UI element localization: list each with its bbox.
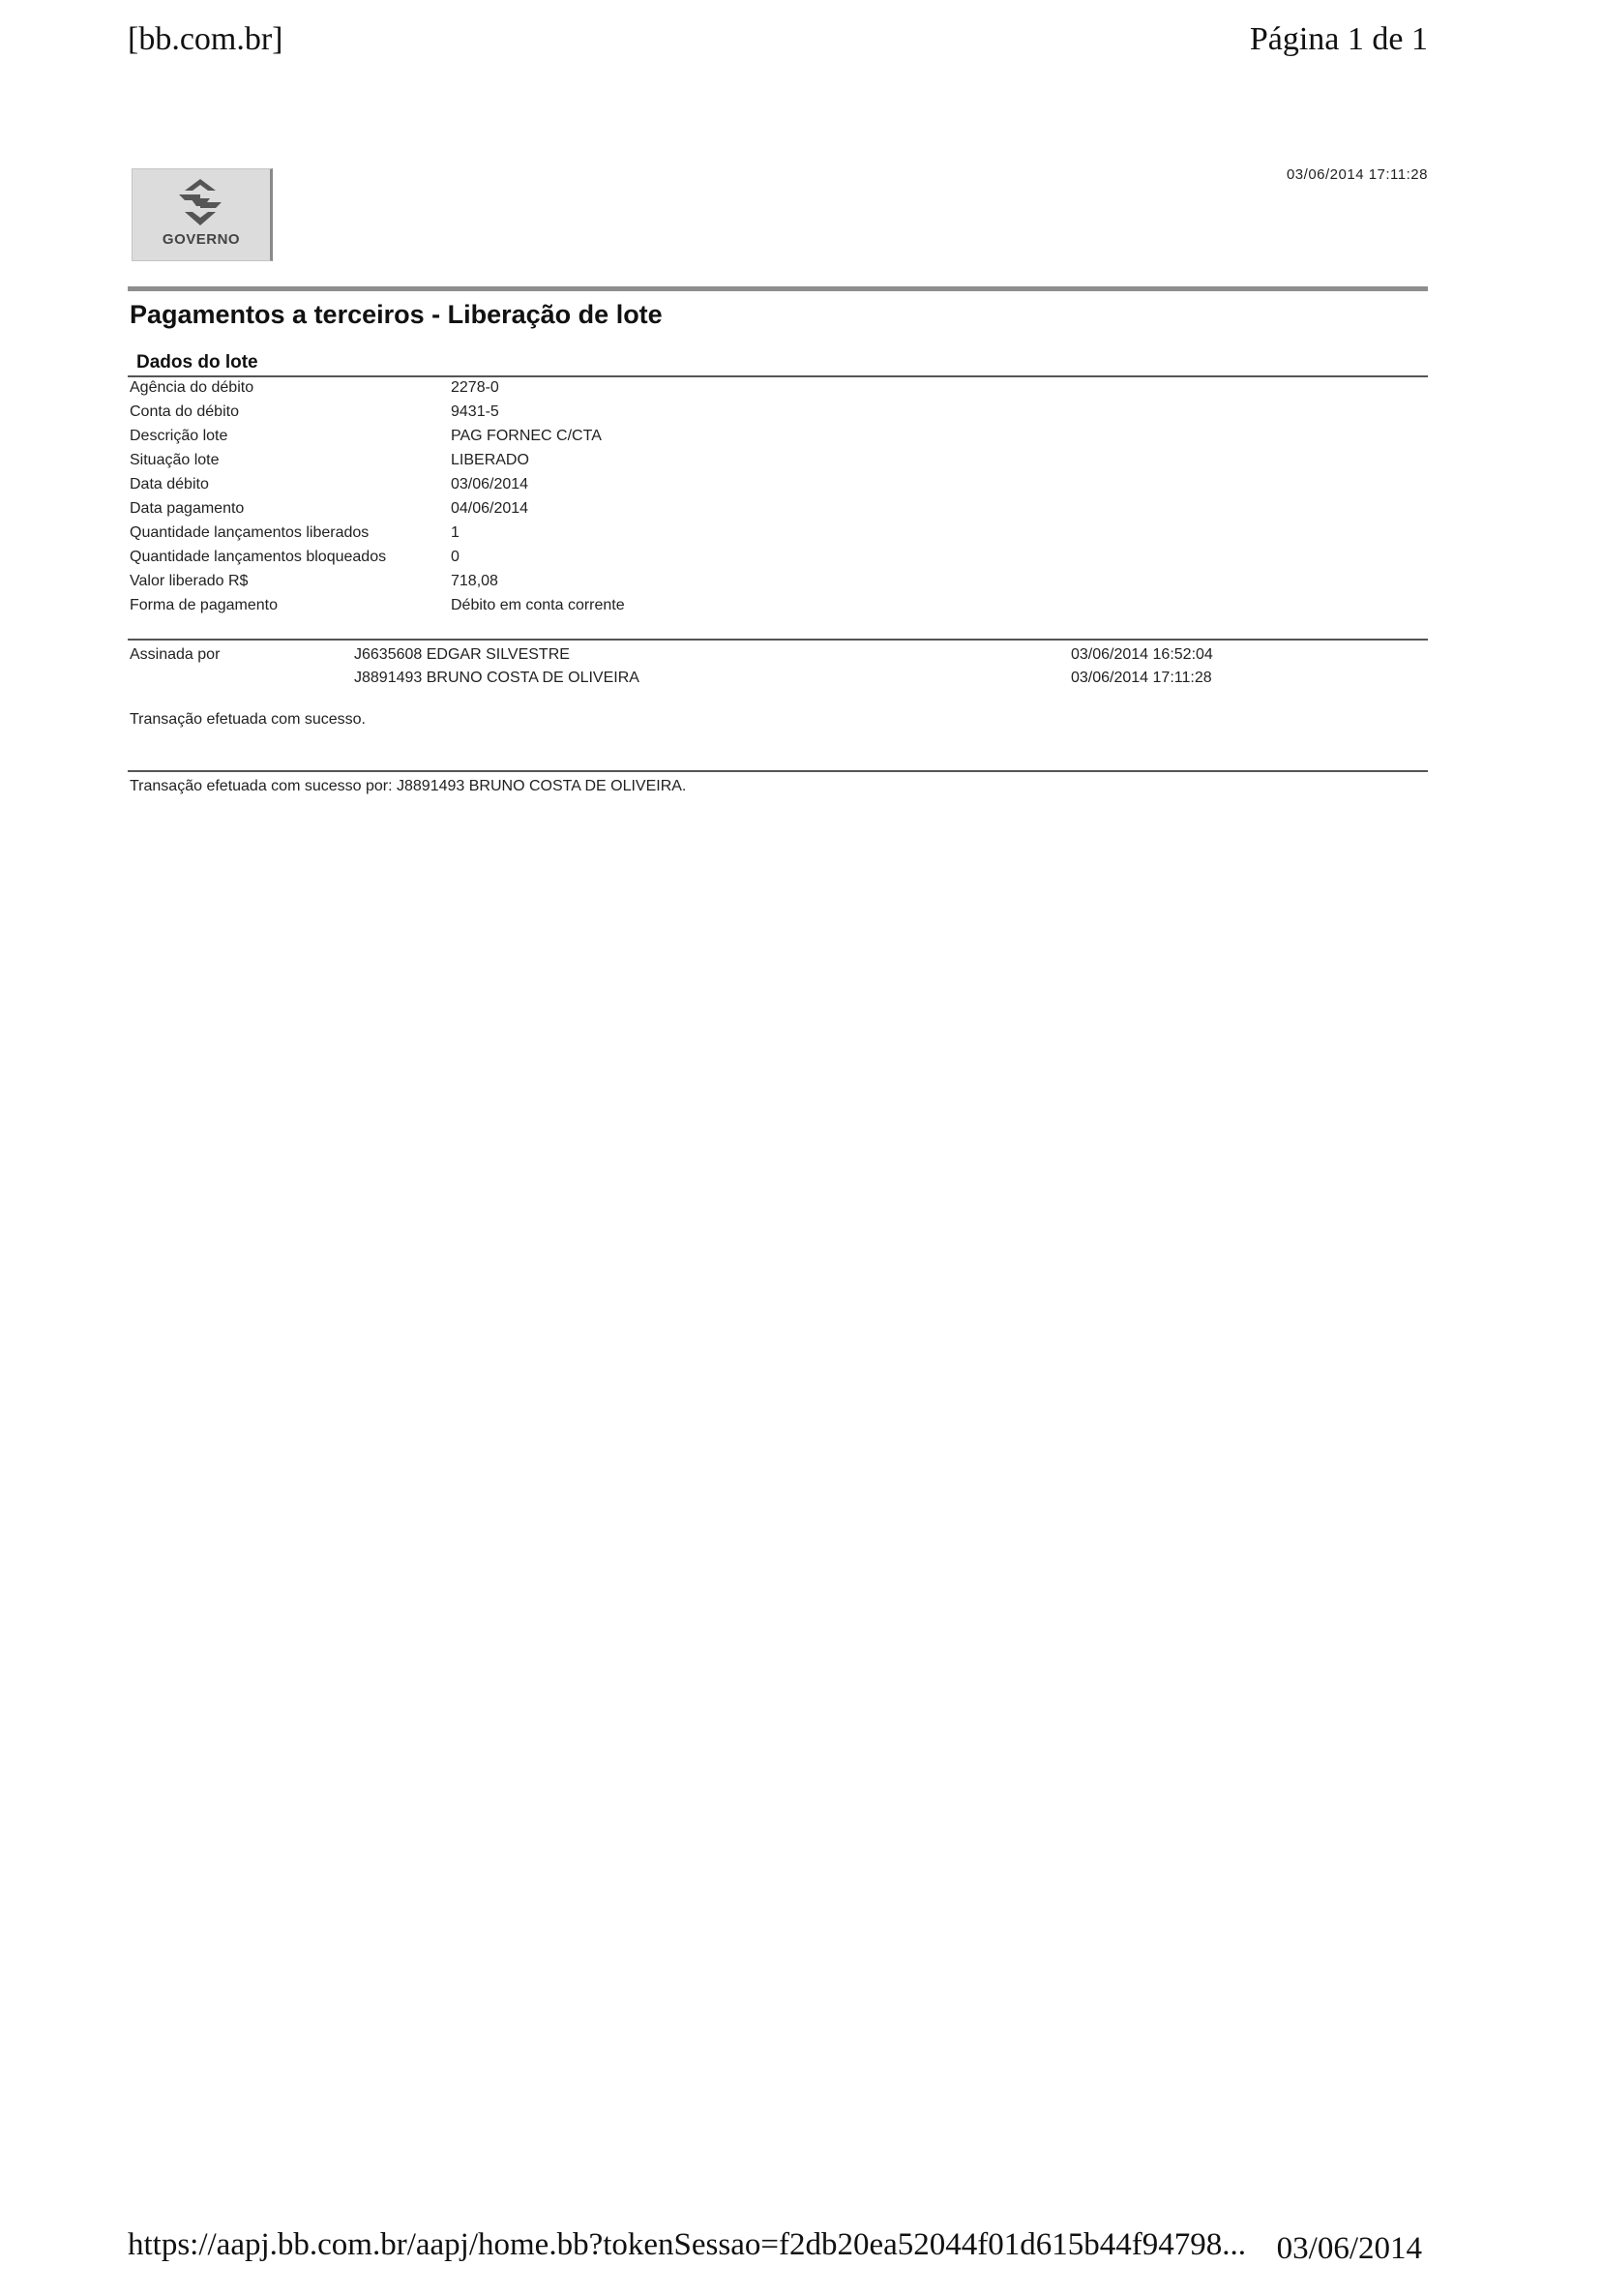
print-header-page: Página 1 de 1 bbox=[1249, 21, 1428, 57]
signature-datetime: 03/06/2014 17:11:28 bbox=[1071, 670, 1212, 686]
signatures-label: Assinada por bbox=[130, 646, 221, 663]
timestamp: 03/06/2014 17:11:28 bbox=[1286, 166, 1428, 183]
lote-row-value: 1 bbox=[451, 524, 460, 541]
lote-row-value: 0 bbox=[451, 549, 460, 565]
print-header-site: [bb.com.br] bbox=[128, 21, 283, 57]
lote-row-value: Débito em conta corrente bbox=[451, 597, 625, 613]
lote-row-label: Agência do débito bbox=[130, 379, 254, 396]
banco-do-brasil-logo-icon bbox=[171, 177, 229, 227]
lote-row-label: Descrição lote bbox=[130, 428, 228, 444]
lote-row-value: LIBERADO bbox=[451, 452, 529, 468]
lote-row-label: Quantidade lançamentos bloqueados bbox=[130, 549, 387, 565]
title-divider bbox=[128, 286, 1428, 291]
page-title: Pagamentos a terceiros - Liberação de lote bbox=[130, 300, 663, 329]
lote-row-label: Situação lote bbox=[130, 452, 220, 468]
signature-datetime: 03/06/2014 16:52:04 bbox=[1071, 646, 1213, 663]
success-message: Transação efetuada com sucesso. bbox=[130, 711, 366, 728]
lote-row-value: 9431-5 bbox=[451, 403, 499, 420]
section-title: Dados do lote bbox=[136, 352, 258, 373]
print-footer-date: 03/06/2014 bbox=[1276, 2231, 1422, 2266]
lote-row-value: 04/06/2014 bbox=[451, 500, 529, 517]
logo-text: GOVERNO bbox=[162, 231, 241, 248]
signature-name: J8891493 BRUNO COSTA DE OLIVEIRA bbox=[354, 670, 639, 686]
lote-row-label: Data débito bbox=[130, 476, 209, 492]
footer-divider bbox=[128, 770, 1428, 772]
lote-row-label: Valor liberado R$ bbox=[130, 573, 249, 589]
lote-row-label: Data pagamento bbox=[130, 500, 245, 517]
bank-logo bbox=[132, 168, 273, 261]
footer-message: Transação efetuada com sucesso por: J8891493 BRUNO COSTA DE OLIVEIRA. bbox=[130, 778, 687, 794]
lote-row-value: PAG FORNEC C/CTA bbox=[451, 428, 602, 444]
lote-row-label: Quantidade lançamentos liberados bbox=[130, 524, 370, 541]
section-divider bbox=[128, 375, 1428, 377]
lote-row-value: 03/06/2014 bbox=[451, 476, 529, 492]
signature-name: J6635608 EDGAR SILVESTRE bbox=[354, 646, 570, 663]
lote-row-label: Conta do débito bbox=[130, 403, 239, 420]
print-footer-url: https://aapj.bb.com.br/aapj/home.bb?tokenSessao=f2db20ea52044f01d615b44f94798... bbox=[128, 2227, 1246, 2262]
lote-row-value: 718,08 bbox=[451, 573, 498, 589]
lote-row-label: Forma de pagamento bbox=[130, 597, 278, 613]
signatures-divider bbox=[128, 639, 1428, 641]
lote-row-value: 2278-0 bbox=[451, 379, 499, 396]
